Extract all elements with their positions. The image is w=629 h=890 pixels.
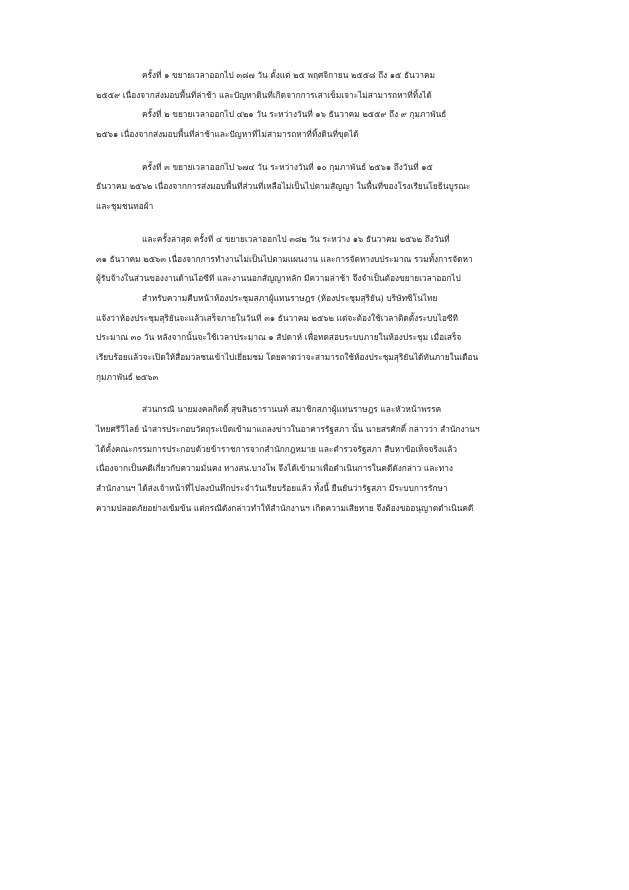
paragraph-line: ครั้งที่ ๑ ขยายเวลาออกไป ๓๘๗ วัน ตั้งแต่ ๒๕ พฤศจิกายน ๒๕๕๘ ถึง ๑๕ ธันวาคม <box>142 70 436 80</box>
paragraph-line: ประมาณ ๓๐ วัน หลังจากนั้นจะใช้เวลาประมาณ ๑ สัปดาห์ เพื่อทดสอบระบบภายในห้องประชุม เมื่อเสร็จ <box>96 332 462 343</box>
paragraph-extension-4 <box>96 230 548 289</box>
paragraph-meeting-room-progress <box>96 289 548 387</box>
paragraph-line: และครั้งล่าสุด ครั้งที่ ๔ ขยายเวลาออกไป ๓๘๒ วัน ระหว่าง ๑๖ ธันวาคม ๒๕๖๒ ถึงวันที่ <box>142 233 450 244</box>
paragraph-line: สำหรับความคืบหน้าห้องประชุมสภาผู้แทนราษฎร (ห้องประชุมสุริยัน) บริษัทซิโนไทย <box>142 292 438 303</box>
paragraph-line: ไทยศรีวิไลย์ นำสารประกอบวัตถุระเบิดเข้ามาแถลงข่าวในอาคารรัฐสภา นั้น นายสรศักดิ์ กล่าวว่า สำนักงานฯ <box>96 424 480 434</box>
paragraph-line: ธันวาคม ๒๕๖๒ เนื่องจากการส่งมอบพื้นที่ส่วนที่เหลือไม่เป็นไปตามสัญญา ในพื้นที่ของโรงเรียนโยธินบูรณะ <box>96 181 471 192</box>
paragraph-line: แจ้งว่าห้องประชุมสุริยันจะแล้วเสร็จภายในวันที่ ๓๑ ธันวาคม ๒๕๖๒ แต่จะต้องใช้เวลาติดตั้งระบบไอซีที <box>96 312 458 323</box>
paragraph-line: ได้ตั้งคณะกรรมการประกอบด้วยข้าราชการจากสำนักกฎหมาย และตำรวจรัฐสภา สืบหาข้อเท็จจริงแล้ว <box>96 443 457 454</box>
paragraph-explosive-case <box>96 400 548 518</box>
paragraph-line: ผู้รับจ้างในส่วนของงานด้านไอซีที และงานนอกสัญญาหลัก มีความล่าช้า จึงจำเป็นต้องขยายเวลาออกไป <box>96 273 461 284</box>
paragraph-line: เรียบร้อยแล้วจะเปิดให้สื่อมวลชนเข้าไปเยี่ยมชม โดยคาดว่าจะสามารถใช้ห้องประชุมสุริยันได้ทันภายในเดือน <box>96 351 479 362</box>
paragraph-line: สำนักงานฯ ได้ส่งเจ้าหน้าที่ไปลงบันทึกประจำวันเรียบร้อยแล้ว ทั้งนี้ ยืนยันว่ารัฐสภา มีระบบการรักษา <box>96 483 448 494</box>
paragraph-extension-1 <box>96 66 548 105</box>
paragraph-extension-2 <box>96 105 548 144</box>
paragraph-line: ๓๑ ธันวาคม ๒๕๖๓ เนื่องจากการทำงานไม่เป็นไปตามแผนงาน และการจัดหางบประมาณ รวมทั้งการจัดหา <box>96 253 473 264</box>
paragraph-line: ครั้งที่ ๒ ขยายเวลาออกไป ๔๒๑ วัน ระหว่างวันที่ ๑๖ ธันวาคม ๒๕๕๙ ถึง ๙ กุมภาพันธ์ <box>142 109 447 120</box>
paragraph-line: ๒๕๕๙ เนื่องจากส่งมอบพื้นที่ล่าช้า และปัญหาดินที่เกิดจากการเสาเข็มเจาะไม่สามารถหาที่ทิ้งได้ <box>96 89 432 100</box>
paragraph-line: ครั้งที่ ๓ ขยายเวลาออกไป ๖๗๔ วัน ระหว่างวันที่ ๑๐ กุมภาพันธ์ ๒๕๖๑ ถึงวันที่ ๑๕ <box>142 161 433 172</box>
paragraph-line: ส่วนกรณี นายมงคลกิตติ์ สุขสินธารานนท์ สมาชิกสภาผู้แทนราษฎร และหัวหน้าพรรค <box>142 404 442 415</box>
paragraph-extension-3 <box>96 158 548 217</box>
document-body <box>96 66 548 518</box>
paragraph-line: ความปลอดภัยอย่างเข้มข้น แต่กรณีดังกล่าวทำให้สำนักงานฯ เกิดความเสียหาย จึงต้องขออนุญาตดำเนินคดี <box>96 502 474 513</box>
paragraph-line: และชุมชนทอผ้า <box>96 201 154 212</box>
paragraph-line: กุมภาพันธ์ ๒๕๖๓ <box>96 371 159 382</box>
paragraph-line: เนื่องจากเป็นคดีเกี่ยวกับความมั่นคง ทางสน.บางโพ จึงได้เข้ามาเพื่อดำเนินการในคดีดังกล่าว และทาง <box>96 463 453 474</box>
paragraph-line: ๒๕๖๑ เนื่องจากส่งมอบพื้นที่ล่าช้าและปัญหาที่ไม่สามารถหาที่ทิ้งดินที่ขุดได้ <box>96 129 359 140</box>
